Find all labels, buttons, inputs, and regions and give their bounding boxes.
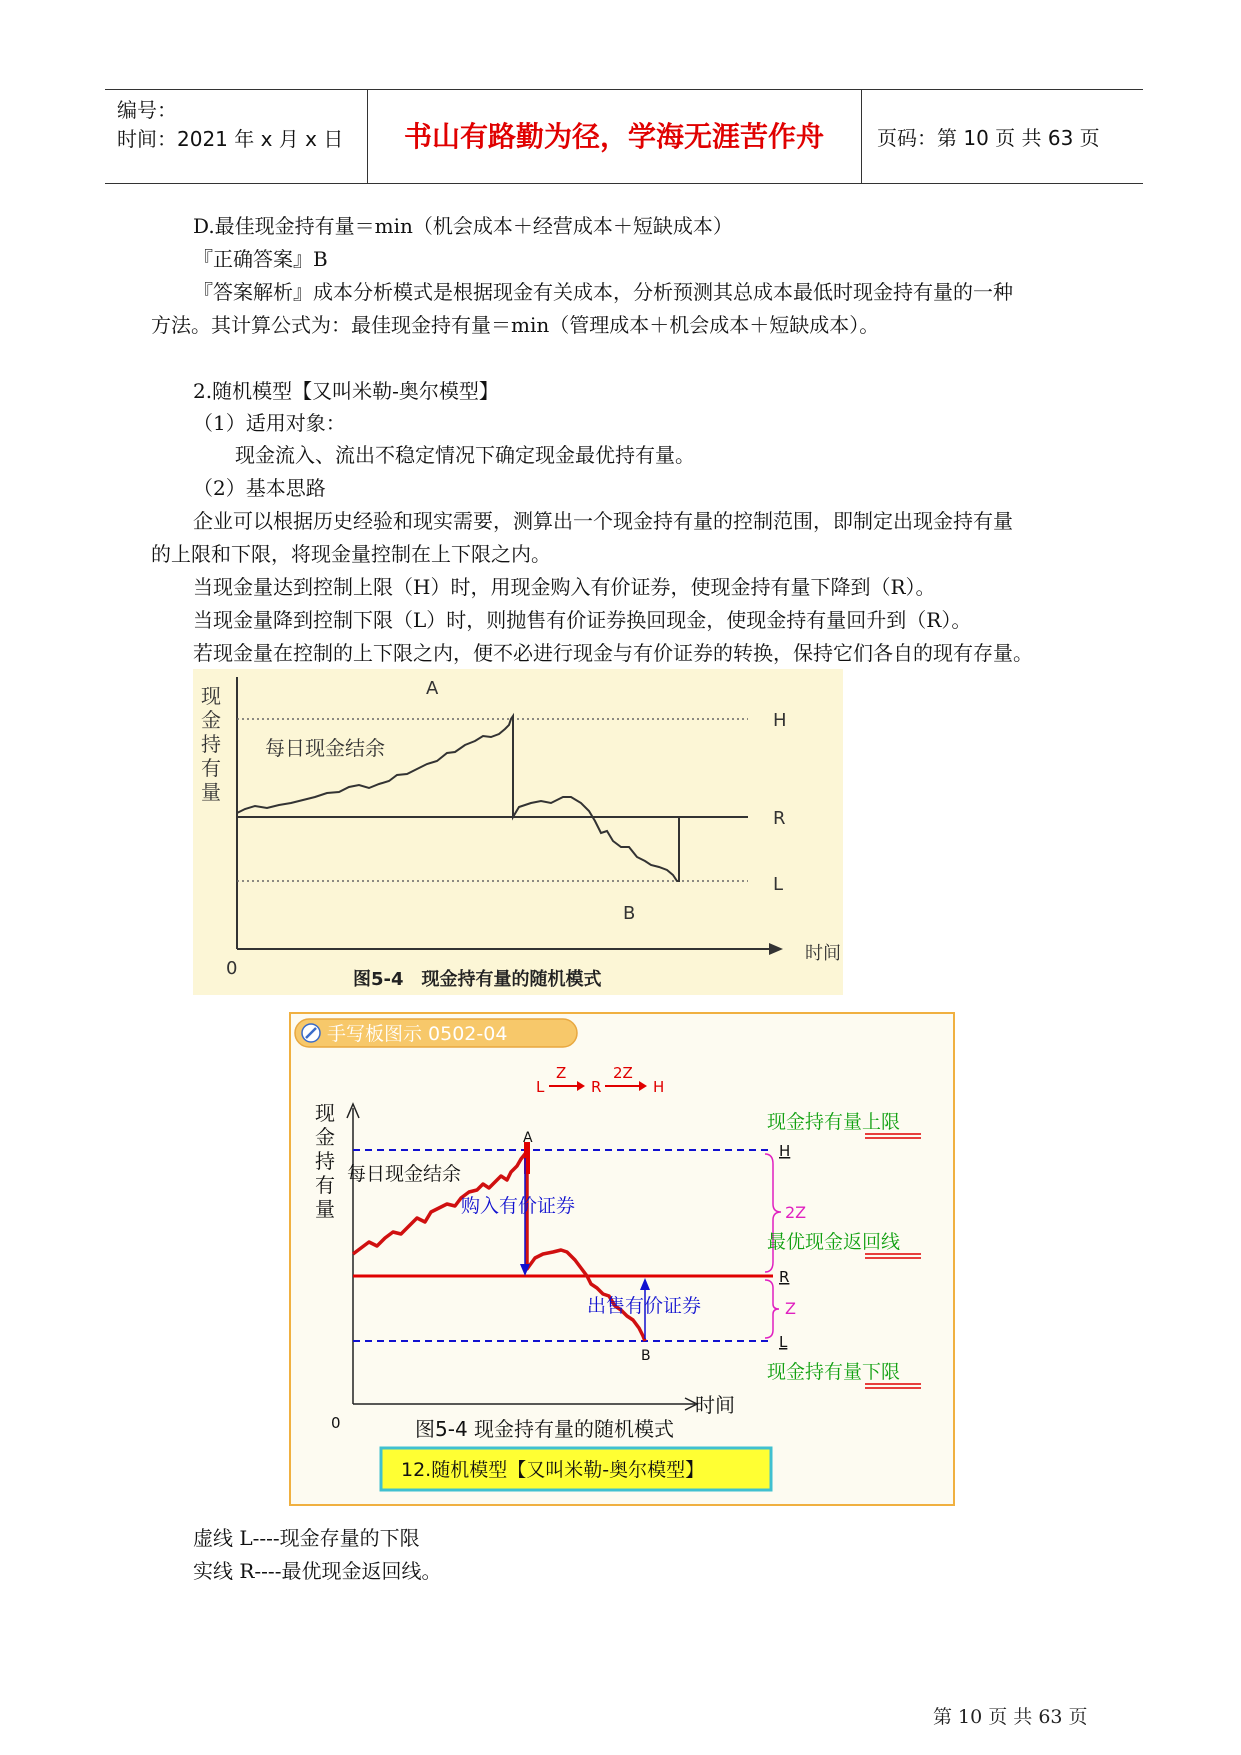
paragraph-2: 当现金量达到控制上限（H）时，用现金购入有价证券，使现金持有量下降到（R）。 <box>193 575 936 599</box>
fig1-label-l: L <box>773 874 784 895</box>
fig2-label-l: L <box>779 1333 788 1351</box>
fig2-sell-arrowhead <box>640 1278 650 1290</box>
subsection-2: （2）基本思路 <box>193 476 326 500</box>
fig2-label-h: H <box>779 1142 791 1160</box>
fig2-buy-arrowhead <box>520 1264 530 1276</box>
header-page: 页码：第 10 页 共 63 页 <box>877 126 1100 150</box>
fig2-brace-z-label: Z <box>785 1299 796 1318</box>
fig2-return-note: 最优现金返回线 <box>767 1231 901 1253</box>
fig1-x-arrow <box>769 943 783 955</box>
fig2-brace-2z-label: 2Z <box>785 1203 807 1222</box>
fig2-label-r: R <box>779 1268 790 1286</box>
fig2-label-a: A <box>523 1130 533 1146</box>
fig2-ylabel-char: 持 <box>315 1149 335 1173</box>
fig1-label-r: R <box>773 808 786 829</box>
analysis-line-2: 方法。其计算公式为：最佳现金持有量＝min（管理成本＋机会成本＋短缺成本）。 <box>151 313 880 337</box>
fig2-curve-label: 每日现金结余 <box>347 1163 462 1185</box>
fig2-flow-r: R <box>591 1078 602 1096</box>
fig1-ylabel-char: 现 <box>201 684 221 708</box>
fig2-ylabel-char: 金 <box>315 1125 335 1149</box>
figure-2-svg <box>291 1014 953 1504</box>
page-footer: 第 10 页 共 63 页 <box>933 1706 1088 1728</box>
fig2-flow-arrowhead <box>577 1081 585 1091</box>
header-meta <box>117 96 343 154</box>
header-divider <box>861 90 862 183</box>
header-motto: 书山有路勤为径，学海无涯苦作舟 <box>403 120 824 153</box>
fig1-curve-label: 每日现金结余 <box>265 736 385 760</box>
fig1-label-b: B <box>623 903 636 924</box>
fig1-ylabel-char: 有 <box>201 756 221 780</box>
fig2-ylabel-char: 有 <box>315 1173 335 1197</box>
paragraph-1-line-1: 企业可以根据历史经验和现实需要，测算出一个现金持有量的控制范围，即制定出现金持有量 <box>193 509 1013 533</box>
fig2-flow-l: L <box>536 1078 545 1096</box>
figure-random-model-annotated <box>289 1012 955 1506</box>
fig2-label-b: B <box>641 1348 651 1364</box>
fig2-flow-h: H <box>653 1078 665 1096</box>
note-dashed-l: 虚线 L----现金存量的下限 <box>193 1526 420 1550</box>
fig2-flow-2z: 2Z <box>613 1064 633 1082</box>
fig2-brace-2z <box>765 1154 781 1272</box>
fig2-flow-arrowhead <box>639 1081 647 1091</box>
fig1-xlabel: 时间 <box>805 943 841 964</box>
figure-1-svg <box>193 669 843 995</box>
section-title: 2.随机模型【又叫米勒-奥尔模型】 <box>193 379 499 403</box>
fig2-title-text: 12.随机模型【又叫米勒-奥尔模型】 <box>401 1459 705 1481</box>
fig1-ylabel-char: 量 <box>201 780 221 804</box>
subsection-1-text: 现金流入、流出不稳定情况下确定现金最优持有量。 <box>235 443 695 467</box>
fig2-flow-z: Z <box>556 1064 567 1082</box>
note-solid-r: 实线 R----最优现金返回线。 <box>193 1559 442 1583</box>
fig2-ylabel-char: 现 <box>315 1101 335 1125</box>
header-number: 编号： <box>117 98 177 122</box>
paragraph-1-line-2: 的上限和下限，将现金量控制在上下限之内。 <box>151 542 551 566</box>
fig1-ylabel-char: 持 <box>201 732 221 756</box>
correct-answer: 『正确答案』B <box>193 247 328 271</box>
paragraph-4: 若现金量在控制的上下限之内，便不必进行现金与有价证券的转换，保持它们各自的现有存量。 <box>193 641 1033 665</box>
page-header <box>105 89 1143 184</box>
fig1-label-h: H <box>773 710 787 731</box>
fig2-caption: 图5-4 现金持有量的随机模式 <box>415 1417 675 1441</box>
paragraph-3: 当现金量降到控制下限（L）时，则抛售有价证券换回现金，使现金持有量回升到（R）。 <box>193 608 972 632</box>
fig2-buy-label: 购入有价证券 <box>461 1195 576 1217</box>
fig1-ylabel-char: 金 <box>201 708 221 732</box>
fig2-brace-z <box>765 1280 779 1338</box>
fig2-banner-text: 手写板图示 0502-04 <box>327 1023 508 1045</box>
figure-random-model-scan <box>193 669 843 995</box>
fig2-xlabel: 时间 <box>695 1393 735 1417</box>
fig2-upper-note: 现金持有量上限 <box>767 1111 901 1133</box>
fig2-lower-note: 现金持有量下限 <box>767 1361 901 1383</box>
fig2-sell-label: 出售有价证券 <box>587 1295 702 1317</box>
fig2-origin: 0 <box>331 1414 341 1432</box>
option-d: D.最佳现金持有量＝min（机会成本＋经营成本＋短缺成本） <box>193 214 733 238</box>
fig1-caption: 图5-4 现金持有量的随机模式 <box>353 969 602 990</box>
header-time: 时间：2021 年 x 月 x 日 <box>117 127 344 151</box>
fig1-label-a: A <box>426 678 439 699</box>
subsection-1: （1）适用对象： <box>193 411 346 435</box>
fig1-origin: 0 <box>226 958 238 979</box>
fig2-ylabel-char: 量 <box>315 1197 335 1221</box>
analysis-line-1: 『答案解析』成本分析模式是根据现金有关成本，分析预测其总成本最低时现金持有量的一种 <box>193 280 1013 304</box>
